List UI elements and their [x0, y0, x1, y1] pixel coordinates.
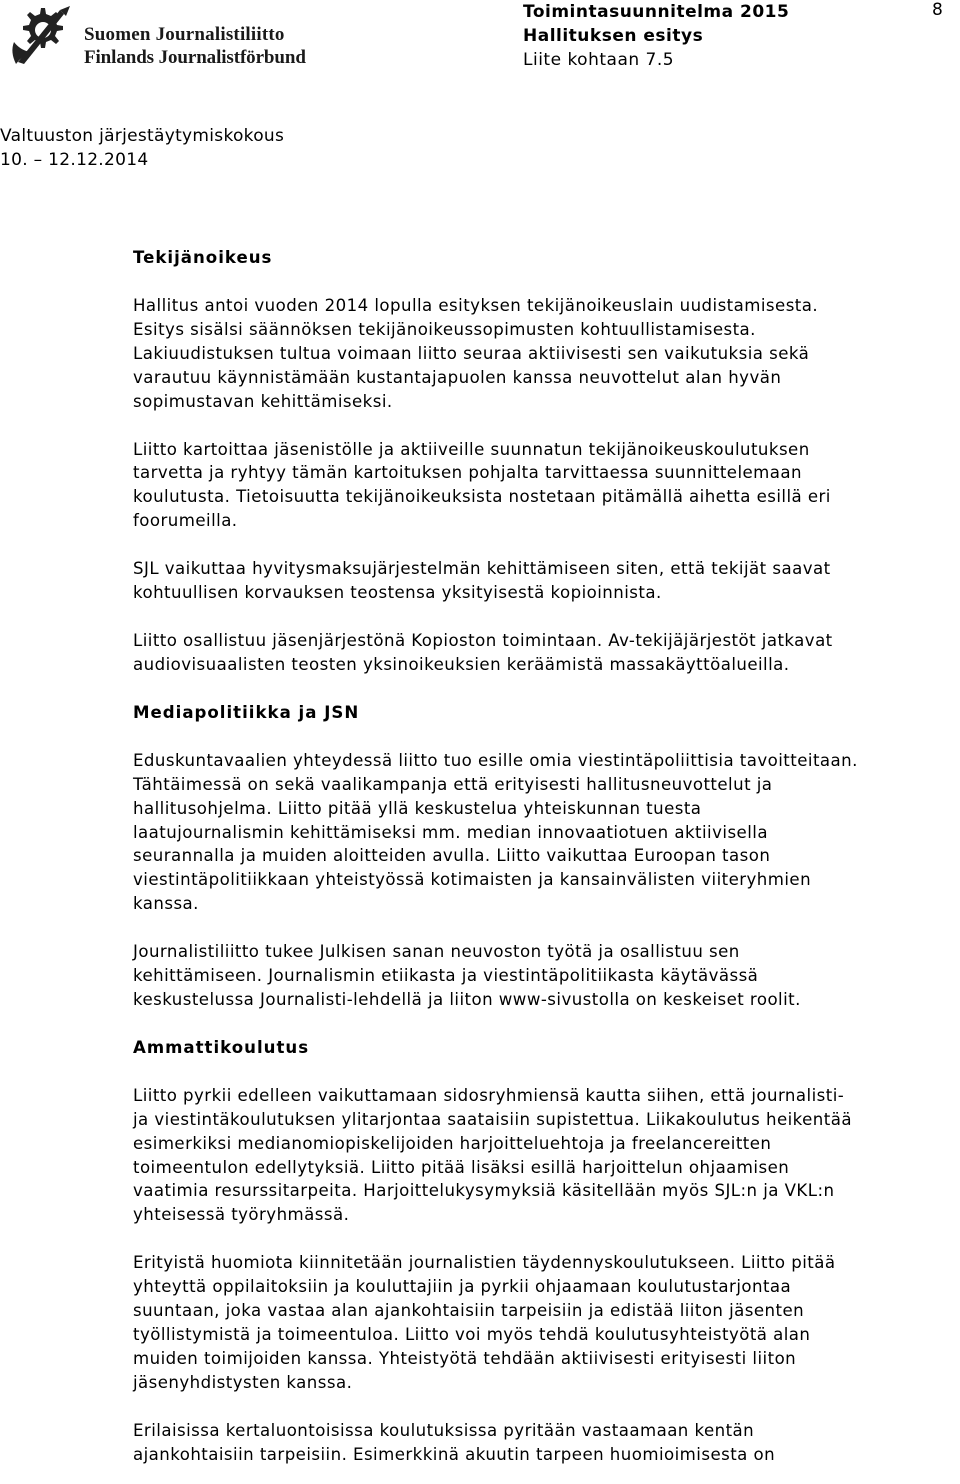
paragraph-line: koulutusta. Tietoisuutta tekijänoikeuksista nostetaan pitämällä aihetta esillä eri — [133, 487, 831, 507]
paragraph-line: kohtuullisen korvauksen teostensa yksityisestä kopioinnista. — [133, 583, 662, 603]
paragraph-line: foorumeilla. — [133, 511, 238, 531]
paragraph — [133, 1419, 957, 1467]
paragraph-line: Erityistä huomiota kiinnitetään journalistien täydennyskoulutukseen. Liitto pitää — [133, 1253, 836, 1273]
paragraph-line: keskustelussa Journalisti-lehdellä ja liiton www-sivustolla on keskeiset roolit. — [133, 989, 801, 1009]
section-heading: Tekijänoikeus — [133, 248, 273, 267]
meeting-info — [0, 124, 284, 172]
paragraph-line: tarvetta ja ryhtyy tämän kartoituksen pohjalta tarvittaessa suunnittelemaan — [133, 463, 802, 483]
paragraph-line: kehittämiseen. Journalismin etiikasta ja viestintäpolitiikasta käytävässä — [133, 966, 759, 986]
page-number: 8 — [932, 0, 943, 20]
paragraph — [133, 294, 957, 414]
section-heading: Ammattikoulutus — [133, 1037, 310, 1057]
paragraph-line: Lakiuudistuksen tultua voimaan liitto seuraa aktiivisesti sen vaikutuksia sekä — [133, 343, 810, 363]
paragraph-line: audiovisuaalisten teosten yksinoikeuksien keräämistä massakäyttöalueilla. — [133, 654, 790, 674]
paragraph-line: Liitto pyrkii edelleen vaikuttamaan sidosryhmiensä kautta siihen, että journalisti- — [133, 1085, 845, 1105]
paragraph-line: hallitusohjelma. Liitto pitää yllä keskustelua yhteiskunnan tuesta — [133, 798, 702, 818]
paragraph-line: Tähtäimessä on sekä vaalikampanja että erityisesti hallitusneuvottelut ja — [133, 774, 773, 794]
paragraph-line: ja viestintäkoulutuksen ylitarjontaa saataisiin supistettua. Liikakoulutus heikentää — [133, 1109, 852, 1129]
paragraph-line: Eduskuntavaalien yhteydessä liitto tuo esille omia viestintäpoliittisia tavoitteitaan. — [133, 750, 858, 770]
paragraph-line: Liitto kartoittaa jäsenistölle ja aktiiveille suunnatun tekijänoikeuskoulutuksen — [133, 439, 810, 459]
paragraph-line: Journalistiliitto tukee Julkisen sanan neuvoston työtä ja osallistuu sen — [133, 942, 740, 962]
paragraph — [133, 1251, 957, 1394]
document-header — [523, 0, 789, 72]
paragraph-line: viestintäpolitiikkaan yhteistyössä kotimaisten ja kansainvälisten viiteryhmien — [133, 870, 812, 890]
paragraph-line: esimerkiksi medianomiopiskelijoiden harjoitteluehtoja ja freelancereitten — [133, 1133, 772, 1153]
paragraph-line: Esitys sisälsi säännöksen tekijänoikeussopimusten kohtuullistamisesta. — [133, 319, 756, 339]
paragraph-line: jäsenyhdistysten kanssa. — [133, 1372, 353, 1392]
paragraph — [133, 438, 957, 534]
paragraph-line: SJL vaikuttaa hyvitysmaksujärjestelmän kehittämiseen siten, että tekijät saavat — [133, 559, 831, 579]
attachment-reference: Liite kohtaan 7.5 — [523, 50, 675, 70]
document-body — [133, 246, 957, 1467]
paragraph-line: Liitto osallistuu jäsenjärjestönä Kopioston toimintaan. Av-tekijäjärjestöt jatkavat — [133, 630, 833, 650]
paragraph-line: Erilaisissa kertaluontoisissa koulutuksissa pyritään vastaamaan kentän — [133, 1420, 755, 1440]
document-title: Toimintasuunnitelma 2015 — [523, 2, 790, 22]
paragraph — [133, 629, 957, 677]
paragraph-line: muiden toimijoiden kanssa. Yhteistyötä tehdään aktiivisesti erityisesti liiton — [133, 1348, 797, 1368]
paragraph — [133, 940, 957, 1012]
document-subtitle: Hallituksen esitys — [523, 26, 704, 46]
paragraph-line: yhteyttä oppilaitoksiin ja kouluttajiin ja pyrkii ohjaamaan koulutustarjontaa — [133, 1277, 792, 1297]
paragraph-line: Hallitus antoi vuoden 2014 lopulla esityksen tekijänoikeuslain uudistamisesta. — [133, 296, 819, 315]
paragraph-line: sopimustavan kehittämiseksi. — [133, 391, 393, 411]
paragraph — [133, 557, 957, 605]
organization-logo — [8, 4, 313, 66]
paragraph-line: varautuu käynnistämään kustantajapuolen kanssa neuvottelut alan hyvän — [133, 367, 782, 387]
paragraph-line: vaatimia resurssitarpeita. Harjoittelukysymyksiä käsitellään myös SJL:n ja VKL:n — [133, 1181, 835, 1201]
paragraph-line: seurannalla ja muiden aloitteiden avulla. Liitto vaikuttaa Euroopan tason — [133, 846, 771, 866]
logo-name-swedish: Finlands Journalistförbund — [84, 47, 306, 68]
paragraph-line: ajankohtaisiin tarpeisiin. Esimerkkinä akuutin tarpeen huomioimisesta on — [133, 1444, 776, 1464]
paragraph-line: toimeentulon edellytyksiä. Liitto pitää lisäksi esillä harjoittelun ohjaamisen — [133, 1157, 790, 1177]
meeting-dates: 10. – 12.12.2014 — [0, 150, 149, 170]
section-heading: Mediapolitiikka ja JSN — [133, 702, 360, 722]
paragraph-line: yhteisessä työryhmässä. — [133, 1205, 350, 1225]
paragraph-line: kanssa. — [133, 894, 199, 914]
paragraph-line: työllistymistä ja toimeentuloa. Liitto voi myös tehdä koulutusyhteistyötä alan — [133, 1325, 811, 1344]
meeting-name: Valtuuston järjestäytymiskokous — [0, 126, 285, 146]
paragraph-line: suuntaan, joka vastaa alan ajankohtaisiin tarpeisiin ja edistää liiton jäsenten — [133, 1301, 805, 1321]
paragraph — [133, 1084, 957, 1227]
quill-gear-emblem-icon — [8, 4, 74, 66]
paragraph — [133, 749, 957, 916]
logo-name-finnish: Suomen Journalistiliitto — [84, 24, 285, 45]
paragraph-line: laatujournalismin kehittämiseksi mm. median innovaatiotuen aktiivisella — [133, 822, 768, 842]
